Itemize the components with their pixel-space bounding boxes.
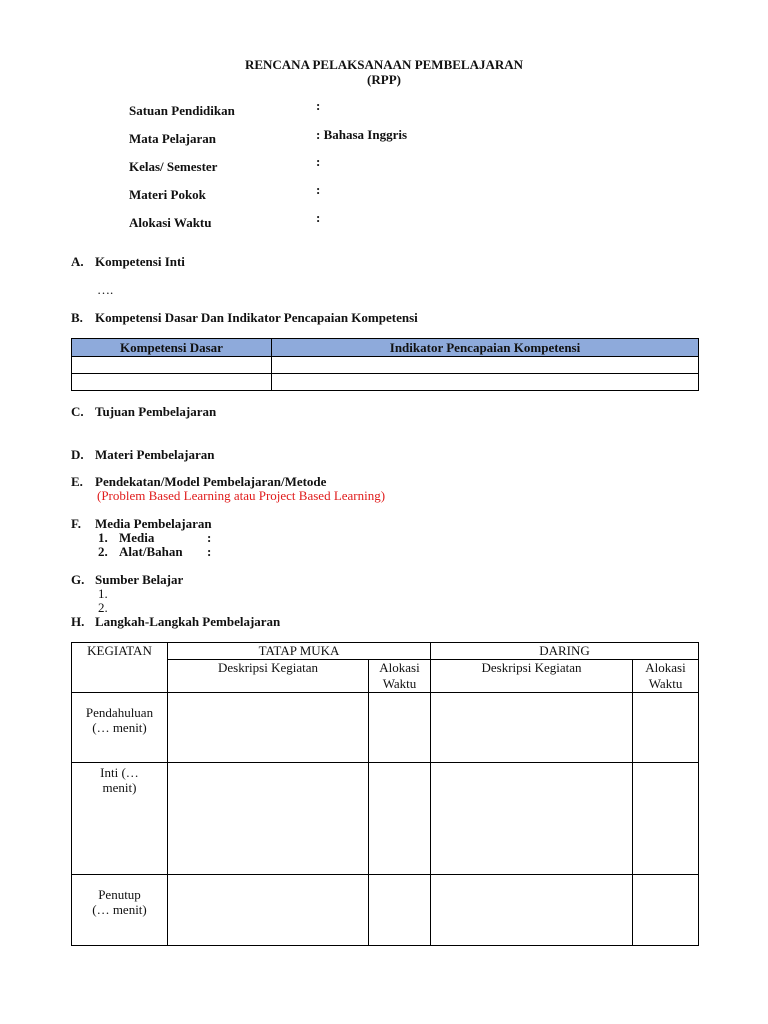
table-header-row xyxy=(72,339,699,357)
kegiatan-pendahuluan xyxy=(72,693,168,763)
table-cell[interactable] xyxy=(72,357,272,374)
table-cell[interactable] xyxy=(168,875,369,946)
section-title-media: Media Pembelajaran xyxy=(95,516,212,531)
section-letter: A. xyxy=(71,254,84,269)
section-title-sumber: Sumber Belajar xyxy=(95,572,184,587)
table-row xyxy=(72,693,699,763)
identity-label: Alokasi Waktu xyxy=(129,215,212,230)
identity-value: : xyxy=(316,210,321,225)
table-cell[interactable] xyxy=(633,875,699,946)
kegiatan-name: Penutup xyxy=(98,887,141,902)
table-row xyxy=(72,763,699,875)
table-cell[interactable] xyxy=(272,374,699,391)
pendekatan-note: (Problem Based Learning atau Project Based Learning) xyxy=(97,488,386,503)
tatap-muka-header: TATAP MUKA xyxy=(168,643,431,660)
section-letter: B. xyxy=(71,310,83,325)
section-title-kompetensi-inti: Kompetensi Inti xyxy=(95,254,185,269)
table-header-cell: Indikator Pencapaian Kompetensi xyxy=(272,339,699,357)
kegiatan-inti xyxy=(72,763,168,875)
alokasi-label: Alokasi xyxy=(379,660,420,675)
media-colon: : xyxy=(207,530,212,545)
table-row xyxy=(72,357,699,374)
kegiatan-name: Pendahuluan xyxy=(85,705,154,720)
table-cell[interactable] xyxy=(72,374,272,391)
identity-label: Satuan Pendidikan xyxy=(129,103,235,118)
table-cell[interactable] xyxy=(369,763,431,875)
alat-bahan-label: Alat/Bahan xyxy=(119,544,183,559)
identity-value: : xyxy=(316,182,321,197)
document-subtitle: (RPP) xyxy=(367,72,401,87)
section-title-materi: Materi Pembelajaran xyxy=(95,447,215,462)
identity-value: : xyxy=(316,98,321,113)
kegiatan-header: KEGIATAN xyxy=(72,643,168,693)
table-cell[interactable] xyxy=(431,763,633,875)
kegiatan-penutup xyxy=(72,875,168,946)
section-title-pendekatan: Pendekatan/Model Pembelajaran/Metode xyxy=(95,474,327,489)
kompetensi-inti-content: …. xyxy=(97,282,114,297)
table-cell[interactable] xyxy=(633,693,699,763)
section-title-kompetensi-dasar: Kompetensi Dasar Dan Indikator Pencapaian Kompetensi xyxy=(95,310,418,325)
section-letter: E. xyxy=(71,474,83,489)
waktu-label: Waktu xyxy=(382,676,417,691)
kompetensi-dasar-table xyxy=(71,338,699,391)
section-letter: F. xyxy=(71,516,81,531)
identity-label: Materi Pokok xyxy=(129,187,206,202)
document-title: RENCANA PELAKSANAAN PEMBELAJARAN xyxy=(244,57,524,72)
table-cell[interactable] xyxy=(369,875,431,946)
section-letter: D. xyxy=(71,447,84,462)
media-label: Media xyxy=(119,530,155,545)
section-letter: C. xyxy=(71,404,84,419)
table-cell[interactable] xyxy=(272,357,699,374)
section-letter: H. xyxy=(71,614,85,629)
daring-header: DARING xyxy=(431,643,699,660)
list-number: 1. xyxy=(98,530,108,545)
kegiatan-name: Inti (… xyxy=(100,765,139,780)
list-number: 1. xyxy=(98,586,108,601)
table-cell[interactable] xyxy=(431,875,633,946)
alokasi-header xyxy=(369,660,431,693)
waktu-label: Waktu xyxy=(648,676,683,691)
alat-bahan-colon: : xyxy=(207,544,212,559)
table-header-row xyxy=(72,643,699,660)
table-cell[interactable] xyxy=(633,763,699,875)
alokasi-label: Alokasi xyxy=(645,660,686,675)
table-header-cell: Kompetensi Dasar xyxy=(72,339,272,357)
table-row xyxy=(72,374,699,391)
section-title-tujuan: Tujuan Pembelajaran xyxy=(95,404,217,419)
kegiatan-duration: (… menit) xyxy=(92,902,147,917)
identity-label: Mata Pelajaran xyxy=(129,131,217,146)
table-cell[interactable] xyxy=(168,693,369,763)
langkah-table xyxy=(71,642,699,946)
kegiatan-duration: (… menit) xyxy=(92,720,147,735)
alokasi-header xyxy=(633,660,699,693)
table-cell[interactable] xyxy=(168,763,369,875)
identity-label: Kelas/ Semester xyxy=(129,159,218,174)
section-title-langkah: Langkah-Langkah Pembelajaran xyxy=(95,614,281,629)
deskripsi-header: Deskripsi Kegiatan xyxy=(431,660,633,693)
table-cell[interactable] xyxy=(431,693,633,763)
list-number: 2. xyxy=(98,600,108,615)
deskripsi-header: Deskripsi Kegiatan xyxy=(168,660,369,693)
identity-value: : xyxy=(316,154,321,169)
list-number: 2. xyxy=(98,544,108,559)
table-cell[interactable] xyxy=(369,693,431,763)
table-row xyxy=(72,875,699,946)
kegiatan-duration: menit) xyxy=(102,780,137,795)
section-letter: G. xyxy=(71,572,85,587)
identity-value: : Bahasa Inggris xyxy=(316,127,408,142)
